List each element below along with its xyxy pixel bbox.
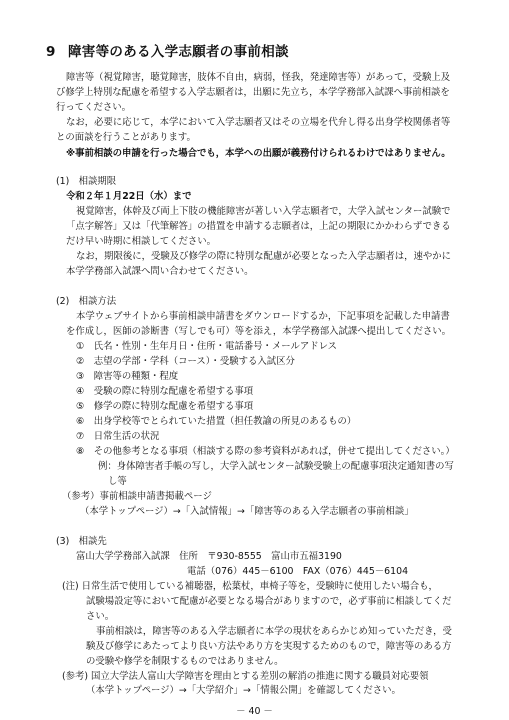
example-line: 例：身体障害者手帳の写し，大学入試センター試験受験上の配慮事項決定通知書の写 — [98, 461, 454, 472]
list-item: ④ 受験の際に特別な配慮を希望する事項 — [76, 386, 254, 397]
sub2-line: 本学ウェブサイトから事前相談申請書をダウンロードするか，下記事項を記載した申請書 — [76, 311, 450, 322]
sub1-line: 視覚障害，体幹及び両上下肢の機能障害が著しい入学志願者で，大学入試センター試験で — [76, 206, 451, 217]
sub1-line: だけ早い時期に相談してください。 — [66, 236, 217, 247]
list-item: ⑥ 出身学校等でとられていた措置（担任教諭の所見のあるもの） — [76, 416, 357, 427]
intro-line: なお，必要に応じて，本学において入学志願者又はその立場を代弁し得る出身学校関係者等 — [66, 117, 451, 128]
sub2-heading: (2) 相談方法 — [56, 296, 117, 307]
notice-text: ※事前相談の申請を行った場合でも，本学への出願が義務付けられるわけではありません。 — [66, 148, 451, 159]
note-line: の受験や修学を制限するものではありません。 — [86, 656, 284, 667]
sub1-deadline: 令和２年１月22日（水）まで — [66, 191, 192, 202]
reference2-line: （本学トップページ）→「大学紹介」→「情報公開」を確認してください。 — [86, 685, 401, 696]
list-item: ⑦ 日常生活の状況 — [76, 431, 160, 442]
note-line: (注) 日常生活で使用している補聴器，松葉杖，車椅子等を，受験時に使用したい場合も， — [62, 581, 438, 592]
intro-line: 障害等（視覚障害，聴覚障害，肢体不自由，病弱，怪我，発達障害等）があって，受験上及 — [66, 72, 451, 83]
sub2-line: を作成し，医師の診断書（写しでも可）等を添え，本学学務部入試課へ提出してください。 — [66, 326, 451, 337]
sub1-line: なお，期限後に，受験及び修学の際に特別な配慮が必要となった入学志願者は，速やかに — [76, 251, 452, 262]
intro-line: との面談を行うことがあります。 — [56, 132, 196, 143]
note-line: 試験場設定等において配慮が必要となる場合がありますので，必ず事前に相談してくだ — [86, 596, 452, 607]
sub3-heading: (3) 相談先 — [56, 536, 107, 547]
reference2-line: (参考) 国立大学法人富山大学障害を理由とする差別の解消の推進に関する職員対応要領 — [62, 671, 429, 682]
sub1-line: 本学学務部入試課へ問い合わせてください。 — [66, 266, 254, 277]
list-item: ⑤ 修学の際に特別な配慮を希望する事項 — [76, 401, 254, 412]
contact-address: 富山大学学務部入試課 住所 〒930-8555 富山市五福3190 — [76, 551, 342, 562]
sub1-line: 「点字解答」又は「代筆解答」の措置を申請する志願者は，上記の期限にかかわらずできる — [66, 221, 451, 232]
page-number: － 40 － — [236, 706, 273, 717]
example-line: し等 — [108, 476, 127, 487]
contact-phone: 電話（076）445－6100 FAX（076）445－6104 — [187, 566, 409, 577]
section-title-text: 障害等のある入学志願者の事前相談 — [68, 44, 289, 60]
list-item: ③ 障害等の種類・程度 — [76, 371, 179, 382]
list-item: ① 氏名・性別・生年月日・住所・電話番号・メールアドレス — [76, 341, 338, 352]
intro-line: 行ってください。 — [56, 102, 132, 113]
note-line: さい。 — [86, 611, 115, 622]
list-item: ② 志望の学部・学科（コース）・受験する入試区分 — [76, 356, 295, 367]
section-number: 9 — [46, 44, 56, 60]
note-line: 事前相談は，障害等のある入学志願者に本学の現状をあらかじめ知っていただき，受 — [96, 626, 452, 637]
intro-line: び修学上特別な配慮を希望する入学志願者は，出願に先立ち，本学学務部入試課へ事前相談を — [56, 87, 450, 98]
sub1-heading: (1) 相談期限 — [56, 176, 117, 187]
note-line: 験及び修学にあたってより良い方法やあり方を実現するためのもので，障害等のある方 — [86, 641, 452, 652]
section-title — [46, 40, 289, 60]
reference-path: （本学トップページ）→「入試情報」→「障害等のある入学志願者の事前相談」 — [80, 506, 414, 517]
list-item: ⑧ その他参考となる事項（相談する際の参考資料があれば，併せて提出してください。） — [76, 446, 455, 457]
reference-label: （参考）事前相談申請書掲載ページ — [62, 491, 212, 502]
